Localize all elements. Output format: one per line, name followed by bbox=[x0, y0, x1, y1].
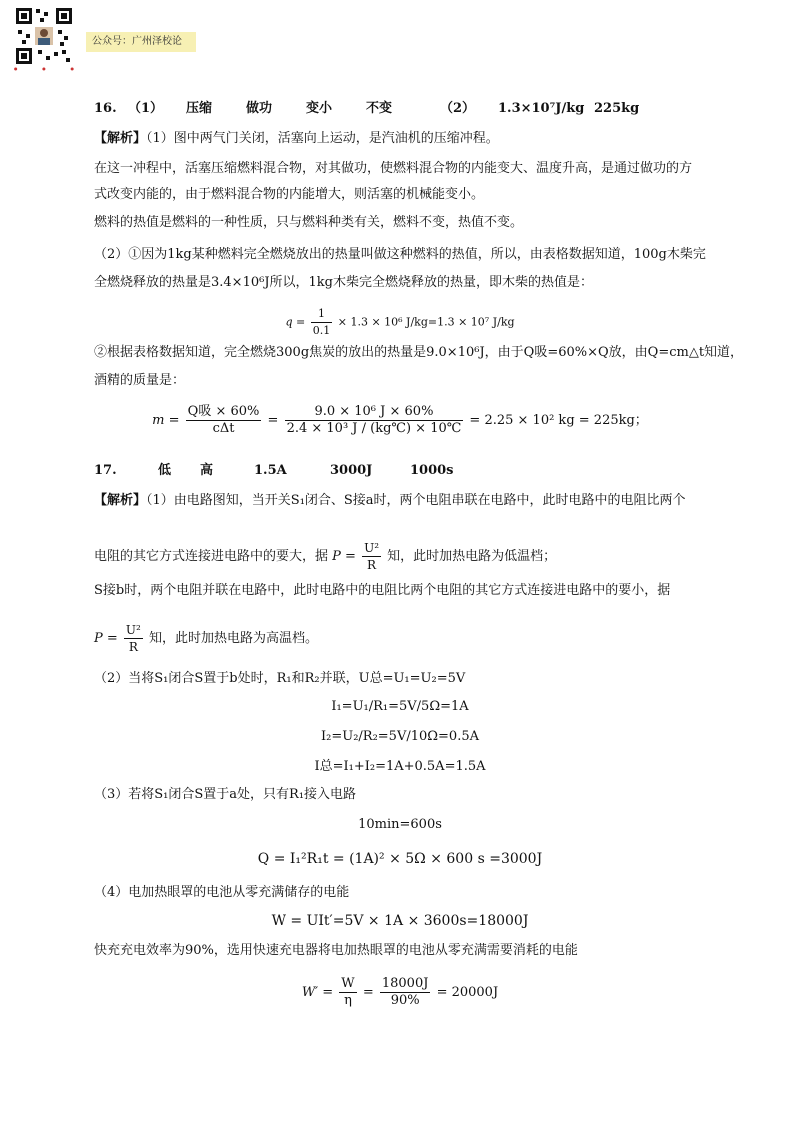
q16-analysis-line-4: 燃料的热值是燃料的一种性质，只与燃料种类有关，燃料不变，热值不变。 bbox=[94, 215, 524, 230]
q16-answer-4: 不变 bbox=[366, 101, 393, 116]
q17-calc-heat: Q = I₁²R₁t = (1A)² × 5Ω × 600 s =3000J bbox=[257, 851, 543, 867]
q17-analysis-line-5: （2）当将S₁闭合S置于b处时，R₁和R₂并联，U总=U₁=U₂=5V bbox=[94, 671, 466, 686]
q16-answer-5: 1.3×10⁷J/kg bbox=[498, 101, 585, 116]
header-tag: 公众号：广州泽校论 bbox=[86, 32, 196, 52]
q17-equation-3: W′ = $\frac{W}{\eta}$ = $\frac{18000J}{90\%}$ = 20000J bbox=[301, 976, 499, 1008]
q16-analysis-line-5: （2）①因为1kg某种燃料完全燃烧放出的热量叫做这种燃料的热值，所以，由表格数据知道，100g木柴完 bbox=[94, 247, 706, 262]
q16-analysis-line-2: 在这一冲程中，活塞压缩燃料混合物，对其做功，使燃料混合物的内能变大、温度升高，是通过做功的方 bbox=[94, 161, 693, 176]
q17-answer-4: 3000J bbox=[330, 463, 373, 478]
q16-part1-label: （1） bbox=[128, 101, 164, 116]
q16-number: 16. bbox=[94, 101, 117, 116]
q17-analysis-line-12: （4）电加热眼罩的电池从零充满储存的电能 bbox=[94, 885, 350, 900]
qr-code-icon bbox=[14, 6, 74, 66]
qr-caption: ● ● ● bbox=[14, 66, 74, 71]
q16-equation-1: q = $\frac{1}{0.1}$ × 1.3 × 10⁶ J/kg=1.3 × 10⁷ J/kg bbox=[285, 307, 515, 337]
q17-analysis-line-14: 快充充电效率为90%，选用快速充电器将电加热眼罩的电池从零充满需要消耗的电能 bbox=[94, 943, 578, 958]
q16-analysis-line-6: 全燃烧释放的热量是3.4×10⁶J所以，1kg木柴完全燃烧释放的热量，即木柴的热值是： bbox=[94, 275, 594, 290]
q17-calc-total: I总=I₁+I₂=1A+0.5A=1.5A bbox=[314, 759, 486, 774]
q17-answer-3: 1.5A bbox=[254, 463, 287, 478]
q17-calc-energy: W = UIt′=5V × 1A × 3600s=18000J bbox=[271, 913, 529, 929]
q16-equation-2: m = $\frac{\text{Q吸 × 60\%}}{\text{cΔt}}$ = $\frac{\text{9.0 × 10⁶ J × 60\%}}{\text{2.4 × 10³ J / (kg℃) × 10℃}}$ = 2.25 × 10² kg = 225kg； bbox=[152, 404, 648, 436]
q17-analysis-line-1: 【解析】（1）由电路图知，当开关S₁闭合、S接a时，两个电阻串联在电路中，此时电路中的电阻比两个 bbox=[94, 493, 686, 508]
q17-answer-5: 1000s bbox=[410, 463, 454, 478]
q16-answer-2: 做功 bbox=[246, 101, 273, 116]
q17-calc-time: 10min=600s bbox=[358, 817, 442, 832]
q17-analysis-line-9: （3）若将S₁闭合S置于a处，只有R₁接入电路 bbox=[94, 787, 357, 802]
q17-answer-2: 高 bbox=[200, 463, 214, 478]
q16-part2-label: （2） bbox=[440, 101, 476, 116]
q16-analysis-line-8: 酒精的质量是： bbox=[94, 373, 186, 388]
q17-analysis-line-4: P = $\frac{\text{U²}}{R}$ 知，此时加热电路为高温档。 bbox=[94, 623, 319, 654]
q16-answer-6: 225kg bbox=[594, 101, 640, 116]
q16-answer-1: 压缩 bbox=[186, 101, 213, 116]
q17-number: 17. bbox=[94, 463, 117, 478]
q16-analysis-line-7: ②根据表格数据知道，完全燃烧300g焦炭的放出的热量是9.0×10⁶J，由于Q吸=60%×Q放，由Q=cm△t知道， bbox=[94, 345, 744, 360]
q17-calc-i1: I₁=U₁/R₁=5V/5Ω=1A bbox=[331, 699, 469, 714]
q16-analysis-line-1: 【解析】（1）图中两气门关闭，活塞向上运动，是汽油机的压缩冲程。 bbox=[94, 131, 499, 146]
q17-analysis-line-3: S接b时，两个电阻并联在电路中，此时电路中的电阻比两个电阻的其它方式连接进电路中的要小，据 bbox=[94, 583, 671, 598]
q16-answer-3: 变小 bbox=[306, 101, 333, 116]
q17-analysis-line-2: 电阻的其它方式连接进电路中的要大，据 P = $\frac{\text{U²}}{R}$ 知，此时加热电路为低温档； bbox=[94, 541, 557, 572]
q17-calc-i2: I₂=U₂/R₂=5V/10Ω=0.5A bbox=[321, 729, 479, 744]
q17-answer-1: 低 bbox=[158, 463, 172, 478]
q16-analysis-line-3: 式改变内能的，由于燃料混合物的内能增大，则活塞的机械能变小。 bbox=[94, 187, 485, 202]
